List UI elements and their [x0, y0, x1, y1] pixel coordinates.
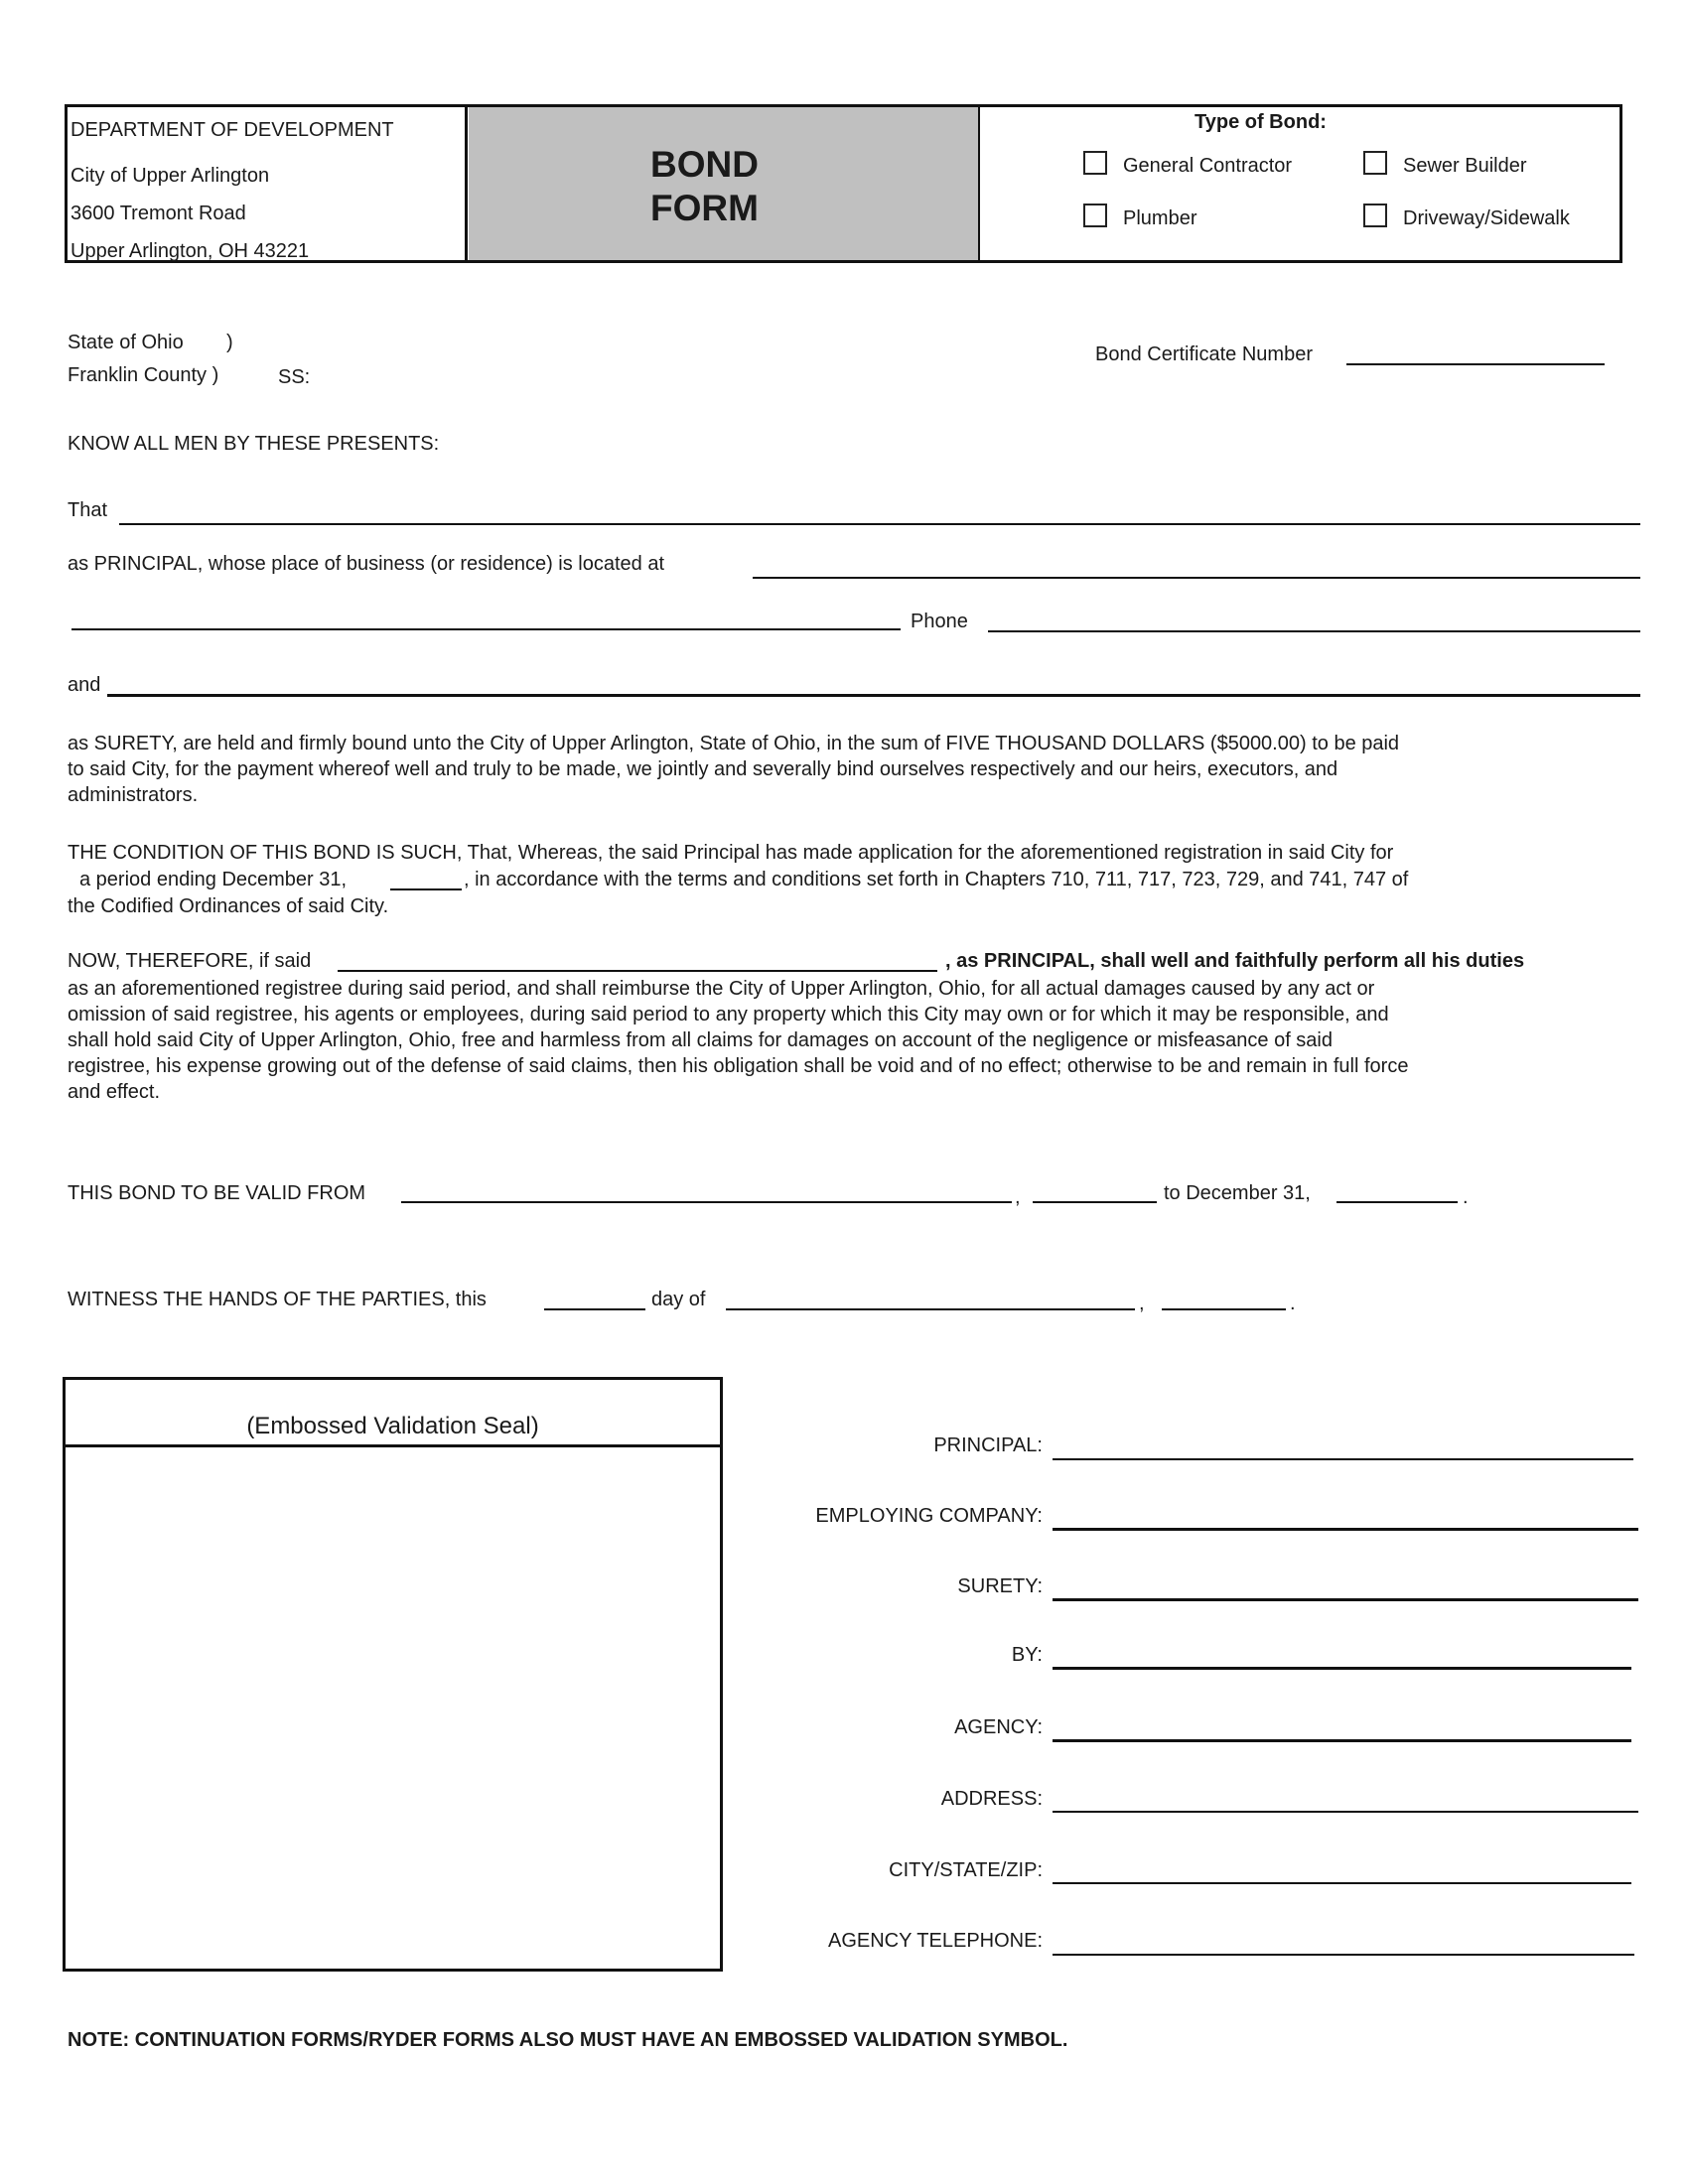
valid-period: .	[1463, 1186, 1469, 1208]
city-state-zip-label: CITY/STATE/ZIP:	[889, 1859, 1043, 1881]
embossed-seal-box	[63, 1377, 723, 1972]
driveway-sidewalk-label: Driveway/Sidewalk	[1403, 207, 1570, 229]
state-label: State of Ohio	[68, 332, 184, 353]
condition-line-1: THE CONDITION OF THIS BOND IS SUCH, That, Whereas, the said Principal has made application for the aforementioned registration in said City for	[68, 842, 1394, 864]
department-name: DEPARTMENT OF DEVELOPMENT	[70, 119, 394, 141]
surety-name-field[interactable]	[107, 694, 1640, 697]
plumber-label: Plumber	[1123, 207, 1197, 229]
surety-line-2: to said City, for the payment whereof well and truly to be made, we jointly and severally bind ourselves respectively and our heirs, executors, and	[68, 758, 1338, 780]
state-paren: )	[226, 332, 233, 353]
sewer-builder-checkbox[interactable]	[1363, 151, 1387, 175]
driveway-sidewalk-checkbox[interactable]	[1363, 204, 1387, 227]
principal-sig-label: PRINCIPAL:	[933, 1434, 1043, 1456]
ss-label: SS:	[278, 366, 311, 388]
now-therefore-paragraph	[68, 976, 1408, 1105]
condition-line-2b: , in accordance with the terms and conditions set forth in Chapters 710, 711, 717, 723, 729, and 741, 747 of	[464, 869, 1409, 890]
that-label: That	[68, 499, 108, 521]
city-state-zip: Upper Arlington, OH 43221	[70, 240, 310, 262]
agency-telephone-field[interactable]	[1053, 1954, 1634, 1956]
address-label: ADDRESS:	[940, 1788, 1043, 1810]
header-divider-left	[465, 104, 468, 263]
to-december-label: to December 31,	[1164, 1182, 1311, 1204]
agency-telephone-label: AGENCY TELEPHONE:	[828, 1930, 1043, 1952]
validation-note: NOTE: CONTINUATION FORMS/RYDER FORMS ALSO MUST HAVE AN EMBOSSED VALIDATION SYMBOL.	[68, 2029, 1068, 2051]
witness-period: .	[1290, 1293, 1296, 1314]
street-address: 3600 Tremont Road	[70, 203, 246, 224]
surety-paragraph	[68, 731, 1399, 808]
county-label: Franklin County )	[68, 364, 219, 386]
valid-to-year-field[interactable]	[1336, 1201, 1458, 1203]
agency-field[interactable]	[1053, 1739, 1631, 1742]
by-sig-label: BY:	[1011, 1644, 1043, 1666]
witness-year-field[interactable]	[1162, 1308, 1286, 1310]
valid-from-comma: ,	[1015, 1186, 1021, 1208]
witness-day-field[interactable]	[544, 1308, 645, 1310]
surety-sig-field[interactable]	[1053, 1598, 1638, 1601]
condition-line-2a: a period ending December 31,	[79, 869, 348, 890]
sewer-builder-label: Sewer Builder	[1403, 155, 1527, 177]
principal-sig-field[interactable]	[1053, 1458, 1633, 1460]
surety-line-1: as SURETY, are held and firmly bound unto the City of Upper Arlington, State of Ohio, in the sum of FIVE THOUSAND DOLLARS ($5000.00) to be paid	[68, 733, 1400, 754]
valid-from-year-field[interactable]	[1033, 1201, 1157, 1203]
surety-line-3: administrators.	[68, 784, 199, 806]
and-label: and	[68, 674, 101, 696]
know-all-heading: KNOW ALL MEN BY THESE PRESENTS:	[68, 433, 440, 455]
now-therefore-label: NOW, THEREFORE, if said	[68, 950, 312, 972]
now-line-5: registree, his expense growing out of the defense of said claims, then his obligation shall be void and of no effect; otherwise to be and remain in full force	[68, 1055, 1409, 1077]
employing-company-label: EMPLOYING COMPANY:	[815, 1505, 1043, 1527]
general-contractor-label: General Contractor	[1123, 155, 1293, 177]
now-line-3: omission of said registree, his agents or employees, during said period to any property which this City may own or for which it may be responsible, and	[68, 1004, 1389, 1025]
period-ending-year-field[interactable]	[390, 888, 462, 890]
valid-from-label: THIS BOND TO BE VALID FROM	[68, 1182, 366, 1204]
surety-sig-label: SURETY:	[957, 1575, 1043, 1597]
witness-month-field[interactable]	[726, 1308, 1135, 1310]
form-title-line1: BOND	[650, 144, 759, 185]
city-state-zip-field[interactable]	[1053, 1882, 1631, 1884]
witness-comma: ,	[1139, 1293, 1145, 1314]
address-field[interactable]	[1053, 1811, 1638, 1813]
witness-label: WITNESS THE HANDS OF THE PARTIES, this	[68, 1289, 487, 1310]
city-name: City of Upper Arlington	[70, 165, 270, 187]
by-sig-field[interactable]	[1053, 1667, 1631, 1670]
now-line-4: shall hold said City of Upper Arlington, Ohio, free and harmless from all claims for damages on account of the negligence or misfeasance of said	[68, 1029, 1333, 1051]
now-therefore-principal-field[interactable]	[338, 970, 937, 972]
now-therefore-duties: , as PRINCIPAL, shall well and faithfully perform all his duties	[945, 950, 1525, 972]
phone-field[interactable]	[988, 630, 1640, 632]
principal-name-field[interactable]	[119, 523, 1640, 525]
now-line-6: and effect.	[68, 1081, 161, 1103]
valid-from-date-field[interactable]	[401, 1201, 1012, 1203]
certificate-number-field[interactable]	[1346, 363, 1605, 365]
certificate-number-label: Bond Certificate Number	[1095, 343, 1313, 365]
form-title-line2: FORM	[650, 188, 759, 228]
condition-line-3: the Codified Ordinances of said City.	[68, 895, 389, 917]
principal-address-line2-field[interactable]	[71, 628, 901, 630]
embossed-seal-title: (Embossed Validation Seal)	[246, 1413, 539, 1439]
employing-company-field[interactable]	[1053, 1528, 1638, 1531]
principal-location-label: as PRINCIPAL, whose place of business (or residence) is located at	[68, 553, 665, 575]
phone-label: Phone	[911, 611, 968, 632]
header-divider-right	[978, 104, 980, 263]
day-of-label: day of	[651, 1289, 706, 1310]
agency-label: AGENCY:	[954, 1716, 1043, 1738]
general-contractor-checkbox[interactable]	[1083, 151, 1107, 175]
principal-address-field[interactable]	[753, 577, 1640, 579]
bond-type-heading: Type of Bond:	[1195, 111, 1327, 133]
now-line-2: as an aforementioned registree during said period, and shall reimburse the City of Upper Arlington, Ohio, for all actual damages caused by any act or	[68, 978, 1375, 1000]
seal-box-divider	[63, 1444, 723, 1447]
plumber-checkbox[interactable]	[1083, 204, 1107, 227]
